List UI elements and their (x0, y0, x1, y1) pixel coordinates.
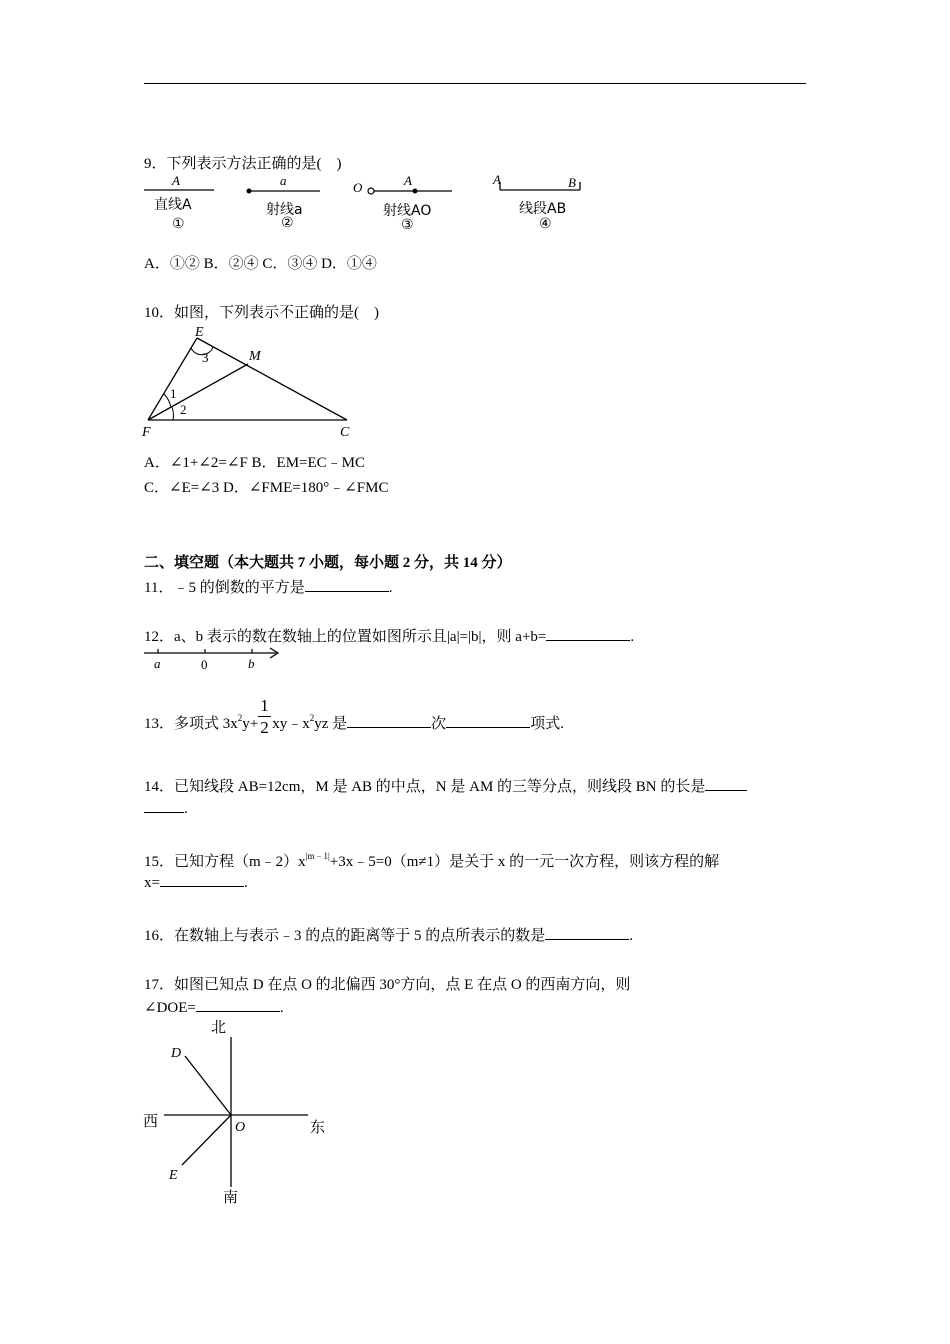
q15-post: +3x﹣5=0（m≠1）是关于 x 的一元一次方程，则该方程的解 (329, 854, 720, 870)
q15-x: x= (144, 875, 160, 891)
q17-line1: 17．如图已知点 D 在点 O 的北偏西 30°方向，点 E 在点 O 的西南方向，则 (144, 977, 631, 993)
q17-label-south: 南 (223, 1190, 239, 1206)
q11-answer-blank[interactable] (305, 579, 389, 592)
q13-frac-den: 2 (260, 718, 269, 737)
q14-line2 (144, 800, 188, 818)
q12-end: . (630, 629, 635, 645)
q13-mid1: y+ (242, 716, 259, 732)
q9-fig1-label: A (172, 173, 180, 188)
q12-label-b: b (248, 656, 255, 671)
q9-fig1-num: ① (172, 216, 185, 232)
q16-answer-blank[interactable] (545, 927, 629, 940)
q14 (144, 775, 747, 796)
q10-angle3-label: 3 (202, 350, 209, 365)
q10-side-ec (197, 338, 347, 420)
q17-label-north: 北 (211, 1020, 227, 1036)
q15-line2 (144, 874, 248, 892)
q10-angle2-label: 2 (180, 402, 187, 417)
q10-figure (138, 318, 368, 443)
q16-text: 16．在数轴上与表示﹣3 的点的距离等于 5 的点所表示的数是 (144, 928, 546, 944)
q9-fig3-caption: 射线AO (383, 203, 432, 219)
q14-answer-blank-part2[interactable] (144, 800, 184, 813)
q17-angle: ∠DOE= (144, 1000, 196, 1016)
q10-segment-fm (148, 364, 248, 420)
q12 (144, 625, 634, 646)
q9-fig3-num: ③ (401, 217, 414, 233)
q13-terms-blank[interactable] (446, 715, 530, 728)
q12-label-zero: 0 (201, 657, 208, 672)
q13-mid3: yz 是 (314, 716, 348, 732)
q13-mid2: xy﹣x (272, 716, 310, 732)
q9-fig2-caption: 射线a (266, 202, 303, 218)
q9-fig4-a-label: A (493, 172, 501, 187)
q17-compass-figure (140, 1015, 340, 1210)
q15-pre: 15．已知方程（m﹣2）x (144, 854, 306, 870)
q11-text: 11．﹣5 的倒数的平方是 (144, 580, 305, 596)
q10-label-c: C (340, 425, 350, 440)
q13-word1: 次 (431, 716, 447, 732)
q9-fig3-o-label: O (353, 180, 363, 195)
section2-title: 二、填空题（本大题共 7 小题，每小题 2 分，共 14 分） (144, 555, 512, 571)
q12-number-line (140, 644, 290, 674)
q9-fig3-point-a (413, 189, 418, 194)
q13-fraction (258, 696, 272, 737)
q13-prefix: 13．多项式 3x (144, 716, 238, 732)
q10-label-f: F (142, 425, 151, 440)
q9-fig4-caption: 线段AB (519, 201, 567, 217)
q14-answer-blank-part1[interactable] (705, 778, 747, 791)
q9-fig3-open-point (368, 188, 374, 194)
q11-end: . (388, 580, 393, 596)
q17-label-d: D (171, 1046, 182, 1061)
q12-label-a: a (154, 656, 161, 671)
q10-angle1-label: 1 (170, 386, 177, 401)
q9-fig1-caption: 直线A (154, 197, 192, 213)
q11 (144, 576, 392, 597)
q17-label-o: O (235, 1120, 246, 1135)
q10-label-e: E (195, 325, 204, 340)
q9-fig3-a-label: A (404, 173, 412, 188)
q17-answer-blank[interactable] (196, 999, 280, 1012)
q15 (144, 849, 719, 871)
q13-frac-bar (258, 716, 271, 717)
q17-label-west: 西 (143, 1114, 159, 1130)
q9-options: A．①② B．②④ C．③④ D．①④ (144, 256, 377, 272)
q14-end: . (184, 801, 188, 817)
q9-fig4-num: ④ (539, 216, 552, 232)
q10-stem: 10．如图，下列表示不正确的是( ) (144, 305, 379, 321)
q14-text: 14．已知线段 AB=12cm，M 是 AB 的中点，N 是 AM 的三等分点，则线段 BN 的长是 (144, 779, 706, 795)
q16-end: . (629, 928, 634, 944)
q17-ray-oe (182, 1115, 231, 1165)
q13-exp1: 2 (237, 713, 243, 723)
q17-label-e: E (169, 1168, 178, 1183)
q10-options-line1: A．∠1+∠2=∠F B．EM=EC﹣MC (144, 455, 366, 471)
q13-frac-num: 1 (260, 696, 269, 715)
q12-answer-blank[interactable] (546, 628, 630, 641)
q9-fig4-b-label: B (568, 175, 576, 190)
q16 (144, 924, 633, 945)
q13-word2: 项式. (530, 716, 564, 732)
q12-text: 12．a、b 表示的数在数轴上的位置如图所示且|a|=|b|，则 a+b= (144, 629, 547, 645)
q17-end: . (279, 1000, 284, 1016)
header-rule (144, 83, 806, 84)
q17-label-east: 东 (310, 1120, 326, 1136)
q9-fig2-label: a (280, 173, 287, 188)
q13-degree-blank[interactable] (347, 715, 431, 728)
q13-exp2: 2 (309, 713, 315, 723)
q10-angle2-arc (172, 407, 173, 420)
q10-label-m: M (249, 349, 261, 364)
q13 (144, 696, 564, 737)
q10-options-line2: C．∠E=∠3 D．∠FME=180°﹣∠FMC (144, 480, 389, 496)
q15-answer-blank[interactable] (160, 874, 244, 887)
q15-end: . (243, 875, 248, 891)
q15-exponent: |m﹣1| (305, 851, 330, 861)
q17-ray-od (185, 1056, 231, 1115)
q9-stem: 9．下列表示方法正确的是( ) (144, 156, 342, 172)
q9-fig2-num: ② (281, 215, 294, 231)
